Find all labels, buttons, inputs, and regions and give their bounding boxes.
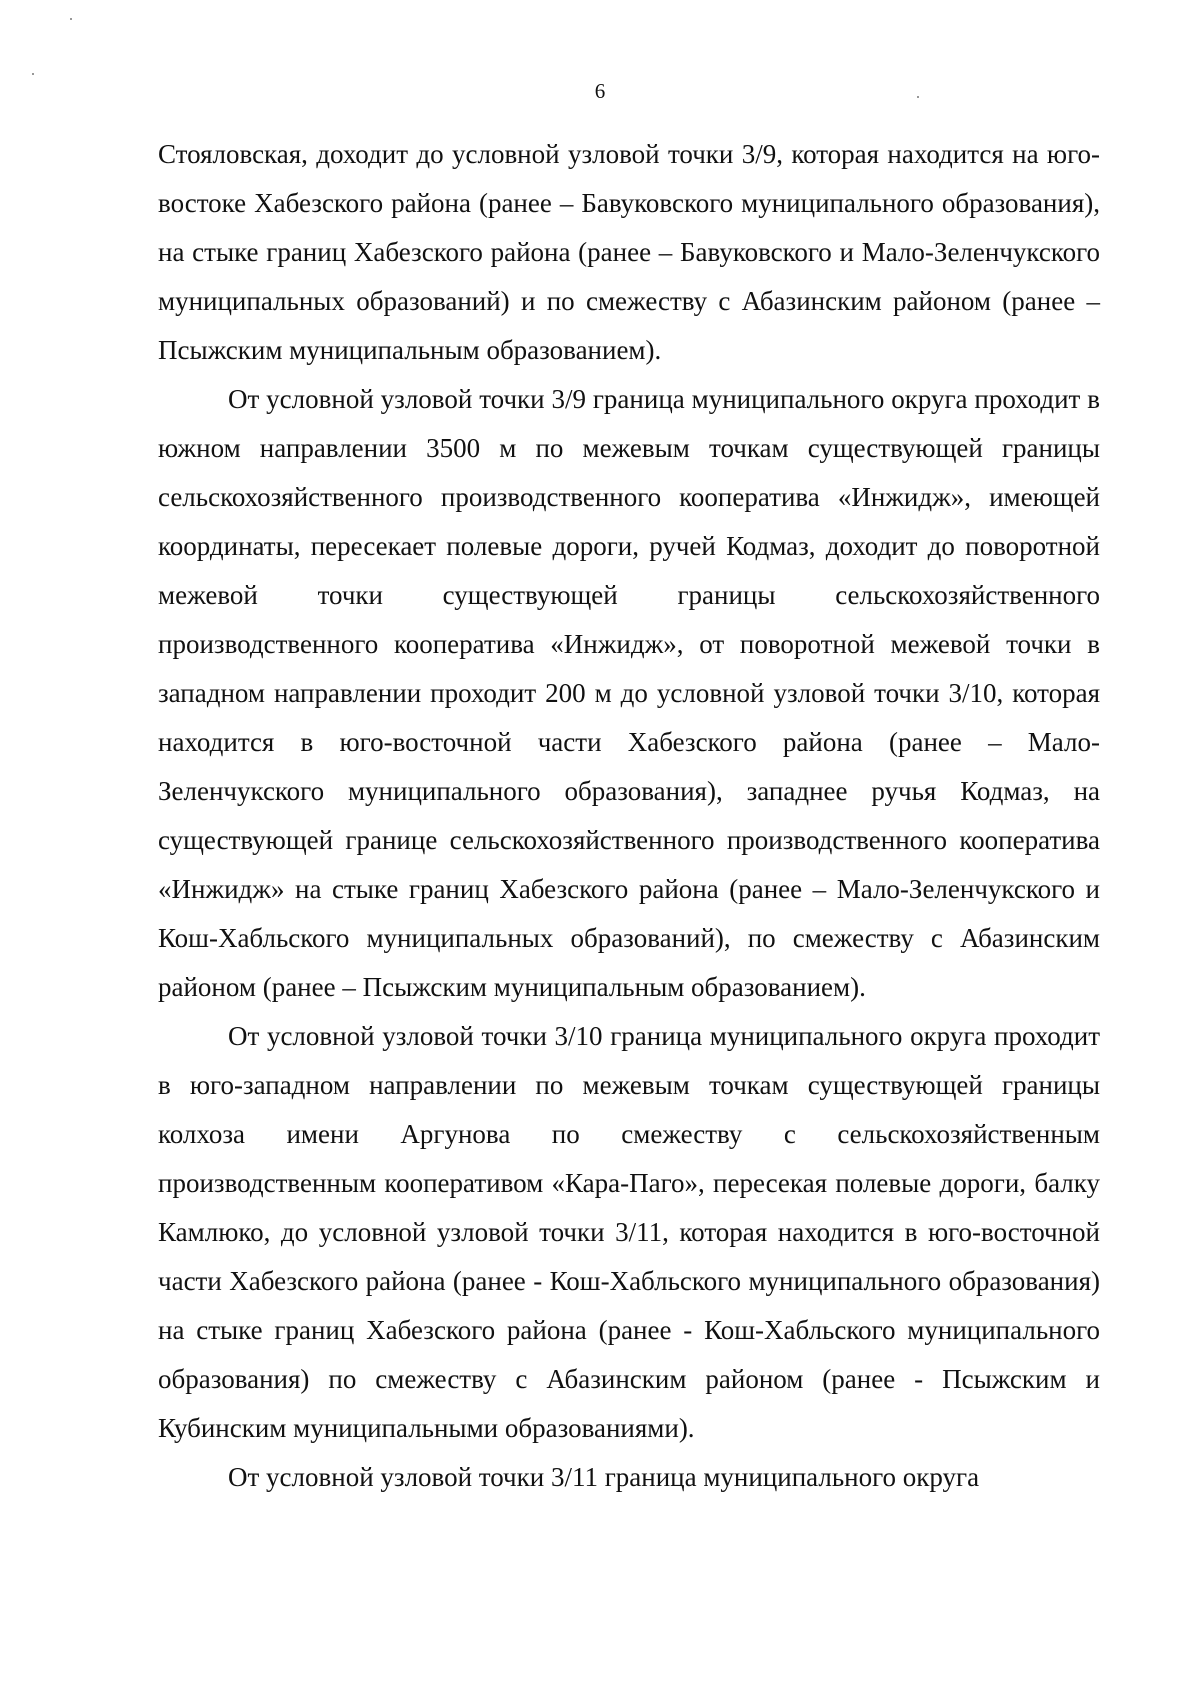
- paragraph: От условной узловой точки 3/11 граница муниципального округа: [228, 1462, 980, 1492]
- page-number: 6: [594, 79, 606, 103]
- document-body: [158, 130, 1100, 1502]
- paragraph: От условной узловой точки 3/10 граница муниципального округа проходит в юго-западном направлении по межевым точкам существующей границы колхоза имени Аргунова по смежеству с сельскохозяйственным производственным кооперативом «Кара-Паго», пересекая полевые дороги, балку Камлюко, до условной узловой точки 3/11, которая находится в юго-восточной части Хабезского района (ранее - Кош-Хабльского муниципального образования) на стыке границ Хабезского района (ранее - Кош-Хабльского муниципального образования) по смежеству с Абазинским районом (ранее - Псыжским и Кубинским муниципальными образованиями).: [158, 1021, 1100, 1443]
- paragraph-continuation: Стояловская, доходит до условной узловой точки 3/9, которая находится на юго-востоке Хабезского района (ранее – Бавуковского муниципального образования), на стыке границ Хабезского района (ранее – Бавуковского и Мало-Зеленчукского муниципальных образований) и по смежеству с Абазинским районом (ранее – Псыжским муниципальным образованием).: [158, 139, 1100, 365]
- scan-speck: [70, 18, 72, 20]
- paragraph: От условной узловой точки 3/9 граница муниципального округа проходит в южном направлении 3500 м по межевым точкам существующей границы сельскохозяйственного производственного кооператива «Инжидж», имеющей координаты, пересекает полевые дороги, ручей Кодмаз, доходит до поворотной межевой точки существующей границы сельскохозяйственного производственного кооператива «Инжидж», от поворотной межевой точки в западном направлении проходит 200 м до условной узловой точки 3/10, которая находится в юго-восточной части Хабезского района (ранее – Мало-Зеленчукского муниципального образования), западнее ручья Кодмаз, на существующей границе сельскохозяйственного производственного кооператива «Инжидж» на стыке границ Хабезского района (ранее – Мало-Зеленчукского и Кош-Хабльского муниципальных образований), по смежеству с Абазинским районом (ранее – Псыжским муниципальным образованием).: [158, 384, 1100, 1002]
- scan-speck: [32, 73, 34, 75]
